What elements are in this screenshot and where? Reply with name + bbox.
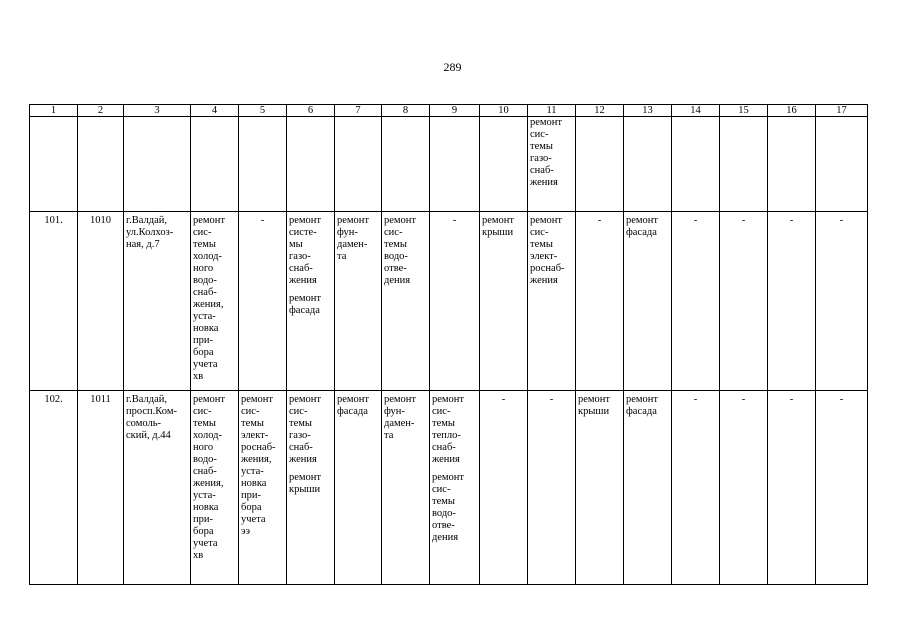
cell-text-line: жения — [289, 275, 317, 286]
cell-entry — [626, 394, 669, 418]
cell-text-line: - — [260, 215, 265, 226]
cell-text-line: хв — [193, 550, 204, 561]
cell-text-line: ремонт — [289, 215, 322, 226]
cell-text-line: крыши — [482, 227, 514, 238]
table-cell — [480, 212, 528, 391]
cell-entry — [289, 215, 332, 287]
cell-text-line: 101. — [44, 215, 63, 226]
cell-text-line: 1010 — [90, 215, 111, 226]
cell-text-line: - — [597, 215, 602, 226]
table-body — [30, 105, 868, 585]
cell-text-line: ремонт — [337, 394, 370, 405]
cell-text-line: снаб- — [193, 287, 217, 298]
table-cell — [124, 117, 191, 212]
cell-text-line: темы — [241, 418, 264, 429]
column-number: 12 — [576, 105, 624, 117]
table-cell — [576, 391, 624, 585]
cell-text-line: ного — [193, 442, 214, 453]
table-cell — [287, 212, 335, 391]
cell-text-line: отве- — [384, 263, 407, 274]
cell-entry — [193, 215, 236, 383]
cell-text-line: сис- — [193, 406, 212, 417]
cell-text-line: сис- — [193, 227, 212, 238]
cell-entry — [337, 394, 379, 418]
cell-text-line: ремонт — [193, 215, 226, 226]
cell-text-line: ремонт — [289, 394, 322, 405]
cell-text-line: ного — [193, 263, 214, 274]
cell-text-line: ремонт — [530, 215, 563, 226]
cell-text-line: - — [693, 394, 698, 405]
column-number: 6 — [287, 105, 335, 117]
cell-entry — [722, 394, 765, 406]
cell-text-line: мы — [289, 239, 303, 250]
cell-entry — [384, 215, 427, 287]
cell-text-line: уста- — [193, 490, 216, 501]
table-cell — [30, 391, 78, 585]
cell-text-line: водо- — [432, 508, 456, 519]
cell-text-line: та — [337, 251, 347, 262]
table-cell — [672, 391, 720, 585]
cell-entry — [337, 215, 379, 263]
cell-text-line: 1011 — [90, 394, 111, 405]
page-number: 289 — [443, 60, 462, 74]
cell-text-line: дения — [384, 275, 411, 286]
cell-text-line: сис- — [530, 227, 549, 238]
column-number: 11 — [528, 105, 576, 117]
table-cell — [287, 391, 335, 585]
cell-text-line: тепло- — [432, 430, 461, 441]
table-cell — [430, 212, 480, 391]
cell-entry — [578, 394, 621, 418]
cell-text-line: ремонт — [241, 394, 274, 405]
cell-text-line: - — [839, 394, 844, 405]
cell-text-line: снаб- — [193, 466, 217, 477]
cell-text-line: при- — [193, 335, 213, 346]
cell-text-line: сис- — [530, 129, 549, 140]
cell-text-line: газо- — [289, 430, 311, 441]
table-cell — [191, 117, 239, 212]
cell-entry — [241, 394, 284, 538]
table-cell — [480, 117, 528, 212]
column-number: 13 — [624, 105, 672, 117]
cell-text-line: ул.Колхоз- — [126, 227, 174, 238]
cell-text-line: элект- — [530, 251, 558, 262]
cell-entry — [80, 394, 121, 406]
cell-text-line: при- — [241, 490, 261, 501]
cell-text-line: фасада — [289, 305, 320, 316]
cell-text-line: дамен- — [337, 239, 368, 250]
cell-text-line: холод- — [193, 251, 222, 262]
column-number: 3 — [124, 105, 191, 117]
cell-entry — [482, 394, 525, 406]
cell-text-line: жения, — [193, 478, 224, 489]
cell-text-line: г.Валдай, — [126, 215, 167, 226]
table-cell — [239, 117, 287, 212]
table-cell — [720, 212, 768, 391]
cell-text-line: ремонт — [289, 293, 322, 304]
cell-text-line: газо- — [530, 153, 552, 164]
cell-entry — [530, 394, 573, 406]
cell-entry — [32, 394, 75, 406]
cell-text-line: - — [839, 215, 844, 226]
table-cell — [191, 212, 239, 391]
cell-text-line: просп.Ком- — [126, 406, 177, 417]
table-cell — [480, 391, 528, 585]
table-cell — [528, 117, 576, 212]
cell-text-line: учета — [193, 359, 218, 370]
cell-text-line: ремонт — [530, 117, 563, 128]
cell-text-line: холод- — [193, 430, 222, 441]
cell-entry — [578, 215, 621, 227]
cell-entry — [432, 215, 477, 227]
cell-text-line: жения, — [193, 299, 224, 310]
cell-text-line: дамен- — [384, 418, 415, 429]
table-cell — [430, 117, 480, 212]
cell-text-line: жения — [432, 454, 460, 465]
cell-text-line: ремонт — [432, 472, 465, 483]
cell-text-line: сис- — [289, 406, 308, 417]
table-cell — [239, 391, 287, 585]
cell-text-line: та — [384, 430, 394, 441]
cell-text-line: ремонт — [626, 215, 659, 226]
cell-entry — [626, 215, 669, 239]
cell-text-line: - — [789, 215, 794, 226]
cell-text-line: снаб- — [530, 165, 554, 176]
table-cell — [335, 212, 382, 391]
cell-text-line: темы — [384, 239, 407, 250]
cell-text-line: г.Валдай, — [126, 394, 167, 405]
cell-text-line: - — [789, 394, 794, 405]
table-cell — [624, 117, 672, 212]
column-number: 10 — [480, 105, 528, 117]
cell-entry — [818, 394, 865, 406]
cell-text-line: темы — [530, 239, 553, 250]
cell-entry — [289, 472, 332, 496]
cell-text-line: ремонт — [193, 394, 226, 405]
cell-entry — [674, 394, 717, 406]
cell-text-line: фасада — [337, 406, 368, 417]
cell-text-line: учета — [241, 514, 266, 525]
cell-entry — [80, 215, 121, 227]
table-cell — [430, 391, 480, 585]
cell-text-line: ский, д.44 — [126, 430, 171, 441]
cell-text-line: систе- — [289, 227, 317, 238]
table-cell — [816, 117, 868, 212]
cell-text-line: бора — [193, 526, 214, 537]
table-row — [30, 117, 868, 212]
cell-text-line: ээ — [241, 526, 251, 537]
cell-entry — [126, 394, 188, 442]
cell-text-line: сис- — [432, 484, 451, 495]
cell-text-line: жения, — [241, 454, 272, 465]
cell-text-line: ремонт — [432, 394, 465, 405]
cell-text-line: ремонт — [626, 394, 659, 405]
table-cell — [672, 212, 720, 391]
cell-text-line: сомоль- — [126, 418, 161, 429]
cell-text-line: темы — [432, 496, 455, 507]
cell-text-line: газо- — [289, 251, 311, 262]
column-number: 5 — [239, 105, 287, 117]
cell-text-line: темы — [432, 418, 455, 429]
cell-text-line: 102. — [44, 394, 63, 405]
cell-entry — [530, 117, 573, 189]
cell-entry — [530, 215, 573, 287]
cell-entry — [289, 293, 332, 317]
column-number: 4 — [191, 105, 239, 117]
cell-text-line: сис- — [384, 227, 403, 238]
table-cell — [287, 117, 335, 212]
table-cell — [78, 117, 124, 212]
table-cell — [720, 391, 768, 585]
table-cell — [768, 117, 816, 212]
column-number: 7 — [335, 105, 382, 117]
cell-text-line: роснаб- — [241, 442, 276, 453]
table-cell — [382, 212, 430, 391]
table-cell — [576, 212, 624, 391]
cell-text-line: темы — [193, 418, 216, 429]
cell-text-line: сис- — [432, 406, 451, 417]
cell-entry — [432, 472, 477, 544]
cell-text-line: фасада — [626, 406, 657, 417]
table-cell — [768, 391, 816, 585]
cell-entry — [126, 215, 188, 251]
cell-text-line: хв — [193, 371, 204, 382]
cell-text-line: крыши — [578, 406, 610, 417]
cell-text-line: темы — [193, 239, 216, 250]
cell-text-line: снаб- — [289, 263, 313, 274]
column-number: 14 — [672, 105, 720, 117]
table-cell — [528, 391, 576, 585]
table-cell — [335, 117, 382, 212]
table-cell — [816, 391, 868, 585]
table-cell — [528, 212, 576, 391]
cell-text-line: - — [549, 394, 554, 405]
table-cell — [768, 212, 816, 391]
column-number: 16 — [768, 105, 816, 117]
table-cell — [78, 391, 124, 585]
cell-entry — [289, 394, 332, 466]
cell-text-line: - — [741, 394, 746, 405]
table-cell — [124, 391, 191, 585]
table-cell — [239, 212, 287, 391]
cell-text-line: снаб- — [289, 442, 313, 453]
cell-entry — [818, 215, 865, 227]
column-number: 9 — [430, 105, 480, 117]
cell-text-line: - — [452, 215, 457, 226]
cell-text-line: уста- — [241, 466, 264, 477]
cell-text-line: уста- — [193, 311, 216, 322]
cell-text-line: фасада — [626, 227, 657, 238]
cell-text-line: водо- — [193, 454, 217, 465]
table-cell — [335, 391, 382, 585]
cell-text-line: снаб- — [432, 442, 456, 453]
cell-text-line: учета — [193, 538, 218, 549]
cell-text-line: новка — [193, 502, 219, 513]
column-number: 17 — [816, 105, 868, 117]
cell-text-line: сис- — [241, 406, 260, 417]
cell-text-line: - — [693, 215, 698, 226]
cell-entry — [482, 215, 525, 239]
cell-entry — [674, 215, 717, 227]
cell-entry — [32, 215, 75, 227]
table-cell — [191, 391, 239, 585]
cell-entry — [722, 215, 765, 227]
cell-text-line: новка — [193, 323, 219, 334]
cell-text-line: ремонт — [482, 215, 515, 226]
table-cell — [30, 212, 78, 391]
cell-text-line: бора — [193, 347, 214, 358]
cell-text-line: при- — [193, 514, 213, 525]
cell-text-line: темы — [530, 141, 553, 152]
table-cell — [720, 117, 768, 212]
cell-text-line: жения — [530, 177, 558, 188]
cell-text-line: фун- — [337, 227, 358, 238]
cell-text-line: ремонт — [337, 215, 370, 226]
column-number: 15 — [720, 105, 768, 117]
cell-text-line: фун- — [384, 406, 405, 417]
table-row — [30, 391, 868, 585]
cell-text-line: элект- — [241, 430, 269, 441]
cell-text-line: темы — [289, 418, 312, 429]
table-cell — [382, 391, 430, 585]
cell-text-line: роснаб- — [530, 263, 565, 274]
cell-text-line: водо- — [193, 275, 217, 286]
cell-text-line: ремонт — [384, 215, 417, 226]
cell-text-line: крыши — [289, 484, 321, 495]
cell-text-line: водо- — [384, 251, 408, 262]
table-cell — [816, 212, 868, 391]
cell-entry — [241, 215, 284, 227]
cell-entry — [432, 394, 477, 466]
cell-text-line: ремонт — [578, 394, 611, 405]
cell-text-line: ремонт — [289, 472, 322, 483]
table-cell — [78, 212, 124, 391]
table-row — [30, 212, 868, 391]
table-cell — [30, 117, 78, 212]
table-cell — [624, 212, 672, 391]
table-cell — [382, 117, 430, 212]
column-number-row — [30, 105, 868, 117]
column-number: 2 — [78, 105, 124, 117]
cell-entry — [770, 215, 813, 227]
cell-text-line: - — [501, 394, 506, 405]
cell-entry — [384, 394, 427, 442]
table-cell — [576, 117, 624, 212]
cell-text-line: ремонт — [384, 394, 417, 405]
cell-text-line: бора — [241, 502, 262, 513]
cell-text-line: новка — [241, 478, 267, 489]
cell-entry — [193, 394, 236, 562]
cell-entry — [770, 394, 813, 406]
cell-text-line: ная, д.7 — [126, 239, 160, 250]
table-cell — [624, 391, 672, 585]
column-number: 8 — [382, 105, 430, 117]
cell-text-line: дения — [432, 532, 459, 543]
cell-text-line: жения — [530, 275, 558, 286]
column-number: 1 — [30, 105, 78, 117]
table-cell — [124, 212, 191, 391]
repair-schedule-table — [29, 104, 868, 585]
cell-text-line: - — [741, 215, 746, 226]
table-cell — [672, 117, 720, 212]
cell-text-line: отве- — [432, 520, 455, 531]
cell-text-line: жения — [289, 454, 317, 465]
